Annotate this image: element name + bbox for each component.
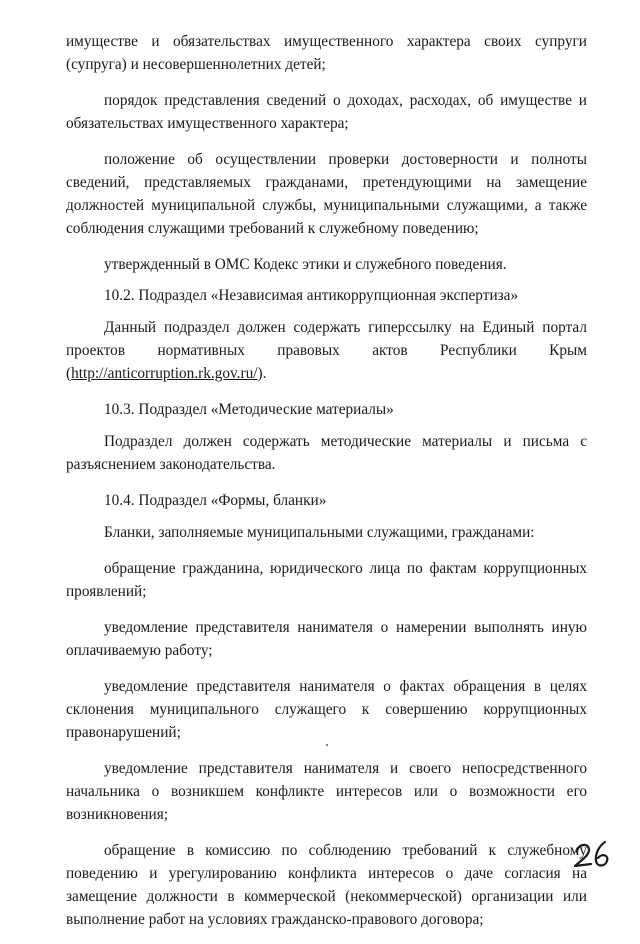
paragraph-verification-regulation: положение об осуществлении проверки достоверности и полноты сведений, представляемых гражданами, претендующими на замещение должностей муниципальной службы, муниципальными служащими, а также соблюдения служащими требований к служебному поведению; [66,151,587,237]
anticorruption-portal-link[interactable]: http://anticorruption.rk.gov.ru/ [71,365,258,382]
list-item-paid-work-notice: уведомление представителя нанимателя о намерении выполнять иную оплачиваемую работу; [66,619,587,659]
list-item-inducement-notice: уведомление представителя нанимателя о фактах обращения в целях склонения муниципального служащего к совершению коррупционных правонарушений; [66,678,587,741]
list-item-conflict-notice: уведомление представителя нанимателя и своего непосредственного начальника о возникшем конфликте интересов или о возможности его возникновения; [66,760,587,823]
section-heading-10-2: 10.2. Подраздел «Независимая антикоррупционная экспертиза» [104,287,519,304]
paragraph-property-obligations: имуществе и обязательствах имущественного характера своих супруги (супруга) и несовершеннолетних детей; [66,33,587,73]
section-heading-10-4: 10.4. Подраздел «Формы, бланки» [104,492,327,509]
paragraph-reporting-procedure: порядок представления сведений о доходах, расходах, об имуществе и обязательствах имущественного характера; [66,92,587,132]
paragraph-ethics-code: утвержденный в ОМС Кодекс этики и служебного поведения. [104,256,507,273]
link-open-paren: ( [66,365,72,382]
document-body [66,30,587,944]
paragraph-portal-link [66,316,587,385]
paragraph-methodical-materials: Подраздел должен содержать методические материалы и письма с разъяснением законодательства. [66,433,587,473]
section-heading-10-3: 10.3. Подраздел «Методические материалы» [104,401,394,418]
list-item-commission-appeal: обращение в комиссию по соблюдению требований к служебному поведению и урегулированию конфликта интересов о даче согласия на замещение должности в коммерческой (некоммерческой) организации или выполнение работ на условиях гражданско-правового договора; [66,842,587,928]
list-item-citizen-appeal: обращение гражданина, юридического лица по фактам коррупционных проявлений; [66,560,587,600]
handwritten-page-number [571,836,617,872]
scan-speck [326,744,328,746]
portal-paragraph-text: Данный подраздел должен содержать гиперссылку на Единый портал проектов нормативных правовых актов Республики Крым [66,319,587,359]
link-close-paren: ). [257,365,267,382]
paragraph-forms-intro: Бланки, заполняемые муниципальными служащими, гражданами: [104,524,535,541]
